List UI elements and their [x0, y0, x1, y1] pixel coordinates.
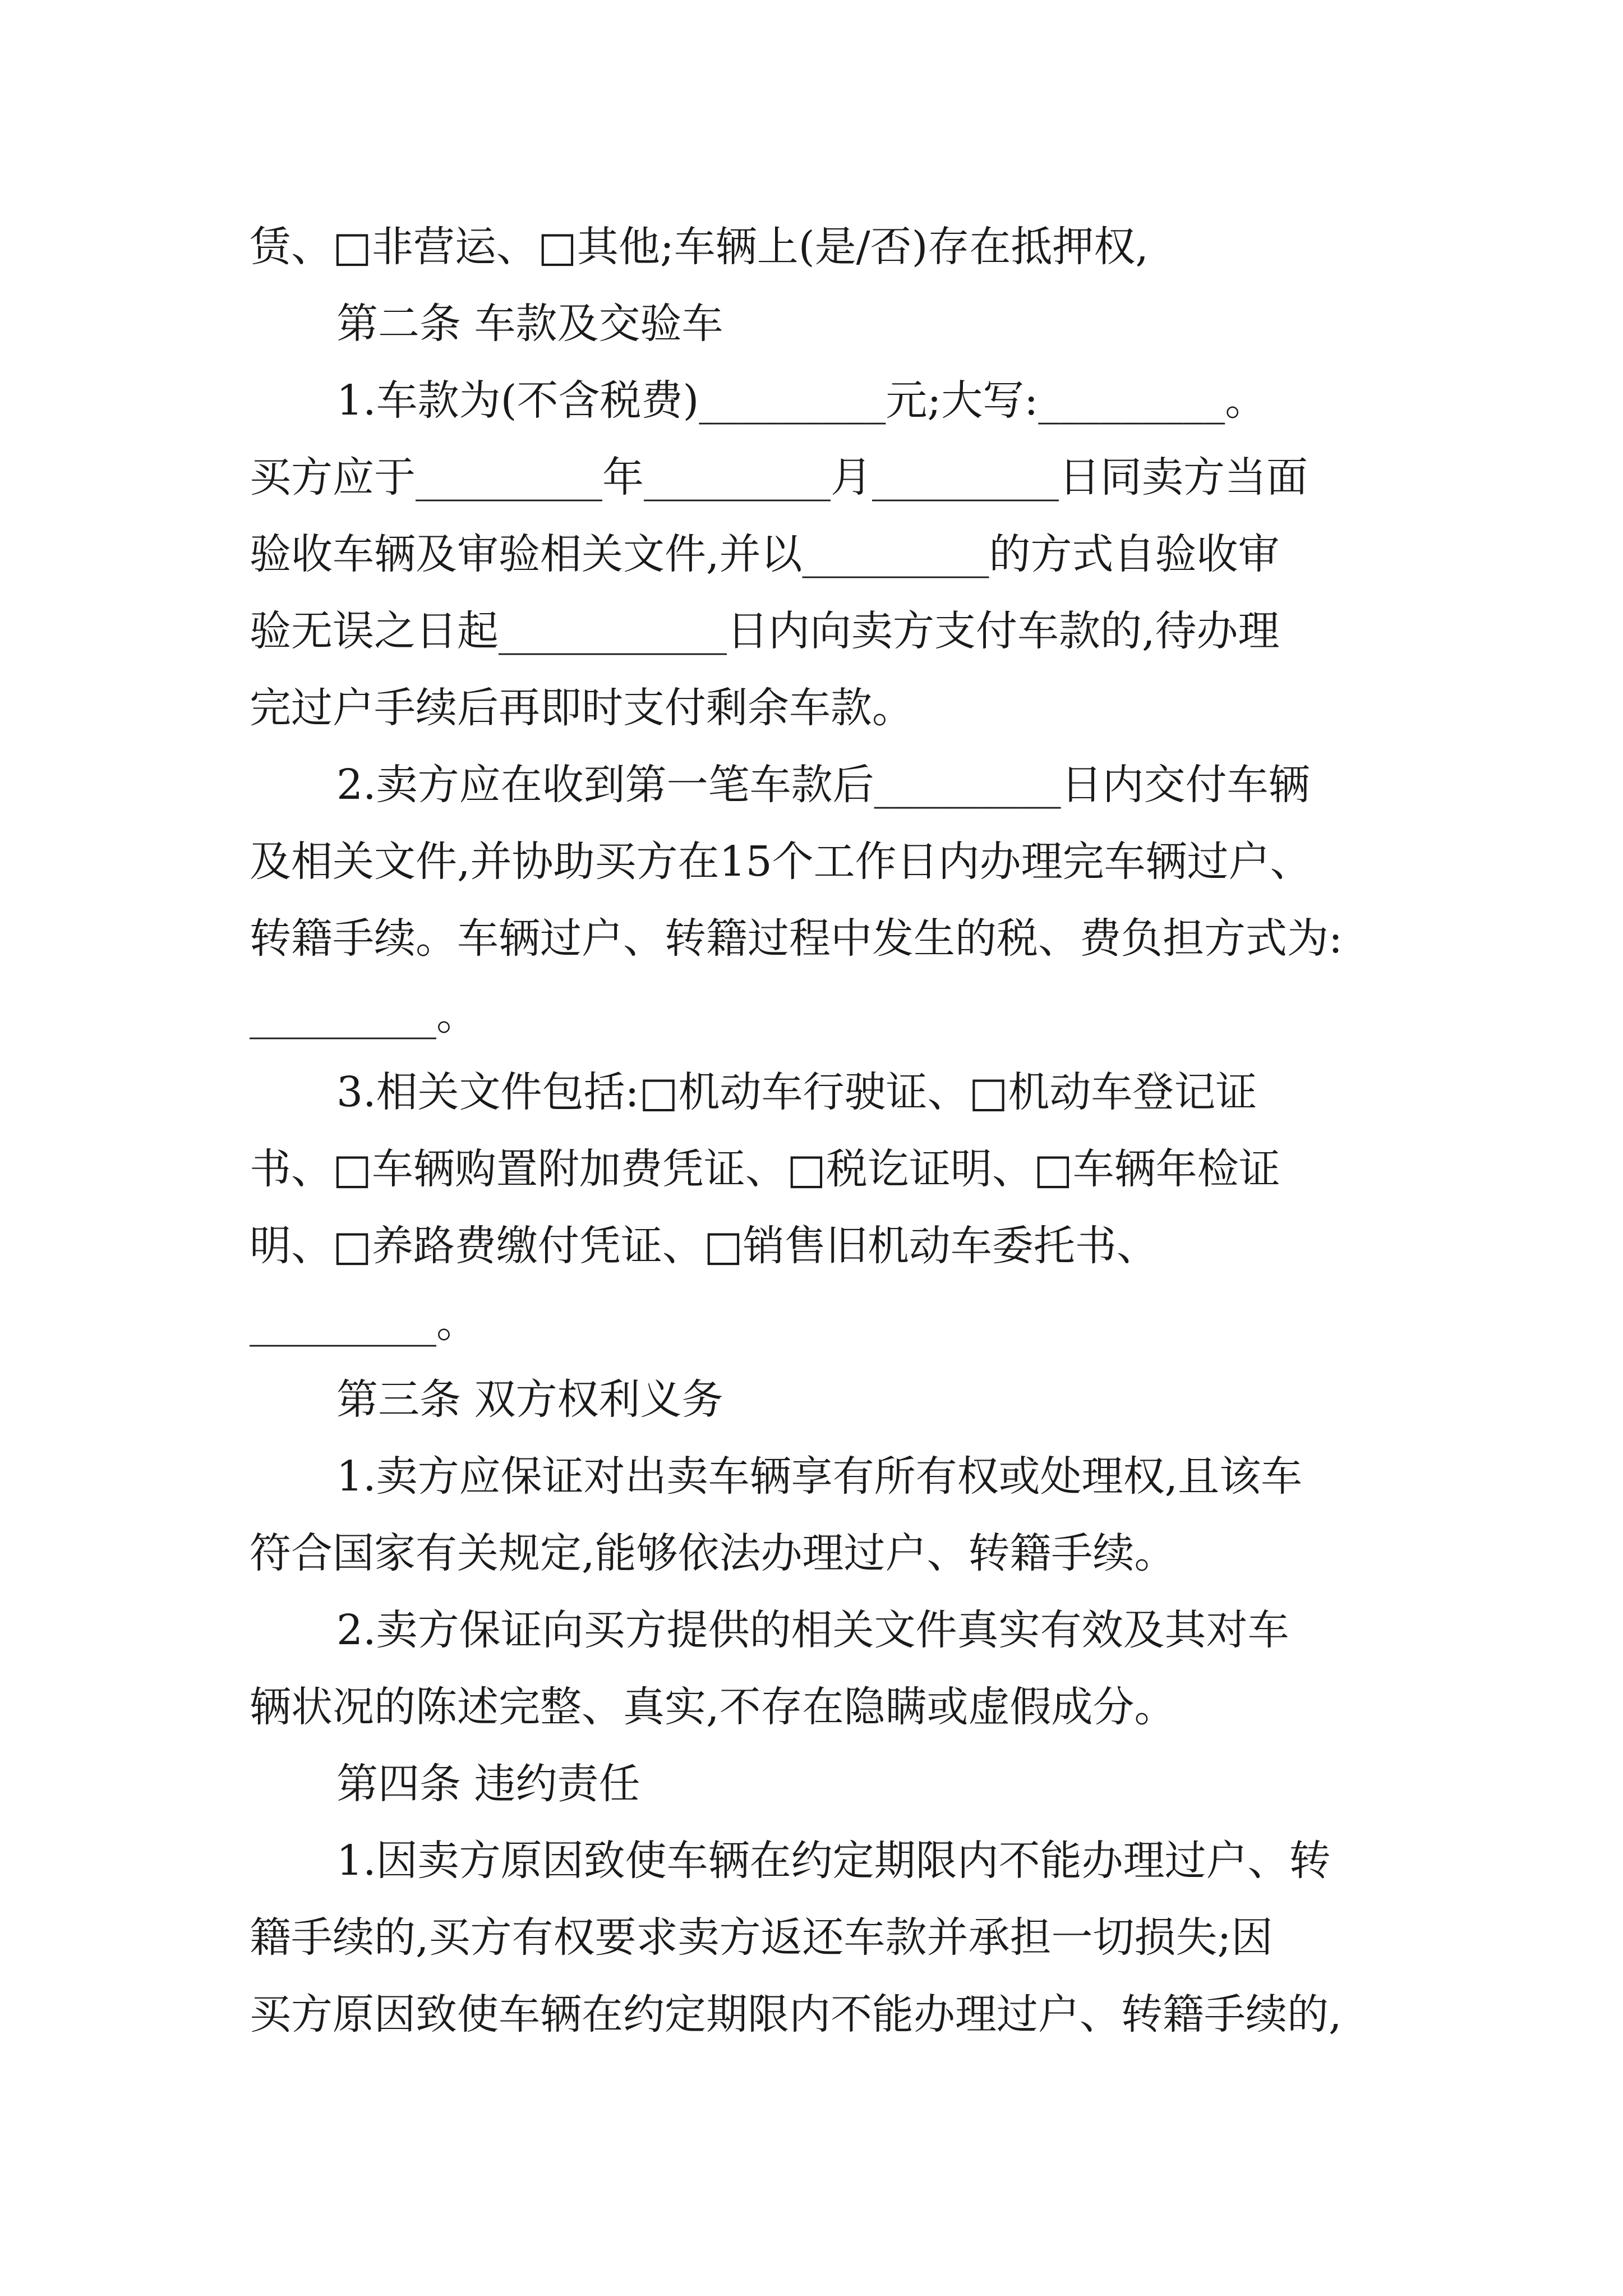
line-text: 及相关文件,并协助买方在15个工作日内办理完车辆过户、 — [250, 838, 1312, 886]
line-text: 赁、□非营运、□其他;车辆上(是/否)存在抵押权, — [250, 223, 1149, 271]
text-line — [0, 1295, 1623, 1351]
line-text: _________。 — [250, 1299, 478, 1347]
line-text: 验无误之日起___________日内向卖方支付车款的,待办理 — [250, 607, 1280, 655]
text-line — [0, 1525, 1623, 1581]
text-line — [0, 1218, 1623, 1274]
text-line — [0, 1064, 1623, 1120]
text-line — [0, 987, 1623, 1043]
line-text: 3.相关文件包括:□机动车行驶证、□机动车登记证 — [336, 1068, 1257, 1116]
text-line — [0, 219, 1623, 275]
text-line — [0, 449, 1623, 505]
text-line — [0, 1986, 1623, 2042]
text-line — [0, 526, 1623, 582]
line-text: 2.卖方应在收到第一笔车款后_________日内交付车辆 — [336, 761, 1310, 809]
line-text: 买方原因致使车辆在约定期限内不能办理过户、转籍手续的, — [250, 1990, 1342, 2039]
text-line — [0, 910, 1623, 967]
line-text: 2.卖方保证向买方提供的相关文件真实有效及其对车 — [336, 1606, 1289, 1654]
line-text: 转籍手续。车辆过户、转籍过程中发生的税、费负担方式为: — [250, 914, 1343, 963]
line-text: 第二条 车款及交验车 — [336, 300, 723, 348]
text-line — [0, 1448, 1623, 1504]
text-line — [0, 372, 1623, 429]
line-text: 书、□车辆购置附加费凭证、□税讫证明、□车辆年检证 — [250, 1145, 1280, 1193]
text-line — [0, 1910, 1623, 1966]
text-line — [0, 834, 1623, 890]
line-text: 籍手续的,买方有权要求卖方返还车款并承担一切损失;因 — [250, 1913, 1273, 1962]
text-line — [0, 603, 1623, 659]
text-line — [0, 1602, 1623, 1658]
line-text: 第四条 违约责任 — [336, 1760, 640, 1808]
line-text: 买方应于_________年_________月_________日同卖方当面 — [250, 453, 1308, 501]
line-text: 辆状况的陈述完整、真实,不存在隐瞒或虚假成分。 — [250, 1683, 1176, 1731]
section-heading — [0, 296, 1623, 352]
text-line — [0, 680, 1623, 736]
line-text: _________。 — [250, 991, 478, 1039]
text-line — [0, 1679, 1623, 1735]
line-text: 符合国家有关规定,能够依法办理过户、转籍手续。 — [250, 1529, 1176, 1577]
line-text: 明、□养路费缴付凭证、□销售旧机动车委托书、 — [250, 1222, 1158, 1270]
line-text: 验收车辆及审验相关文件,并以_________的方式自验收审 — [250, 530, 1280, 578]
line-text: 1.车款为(不含税费)_________元;大写:_________。 — [336, 376, 1267, 425]
text-line — [0, 1141, 1623, 1197]
line-text: 1.卖方应保证对出卖车辆享有所有权或处理权,且该车 — [336, 1452, 1303, 1501]
line-text: 完过户手续后再即时支付剩余车款。 — [250, 684, 914, 732]
section-heading — [0, 1756, 1623, 1812]
text-line — [0, 757, 1623, 813]
line-text: 第三条 双方权利义务 — [336, 1375, 723, 1424]
section-heading — [0, 1372, 1623, 1428]
line-text: 1.因卖方原因致使车辆在约定期限内不能办理过户、转 — [336, 1837, 1331, 1885]
text-line — [0, 1833, 1623, 1889]
